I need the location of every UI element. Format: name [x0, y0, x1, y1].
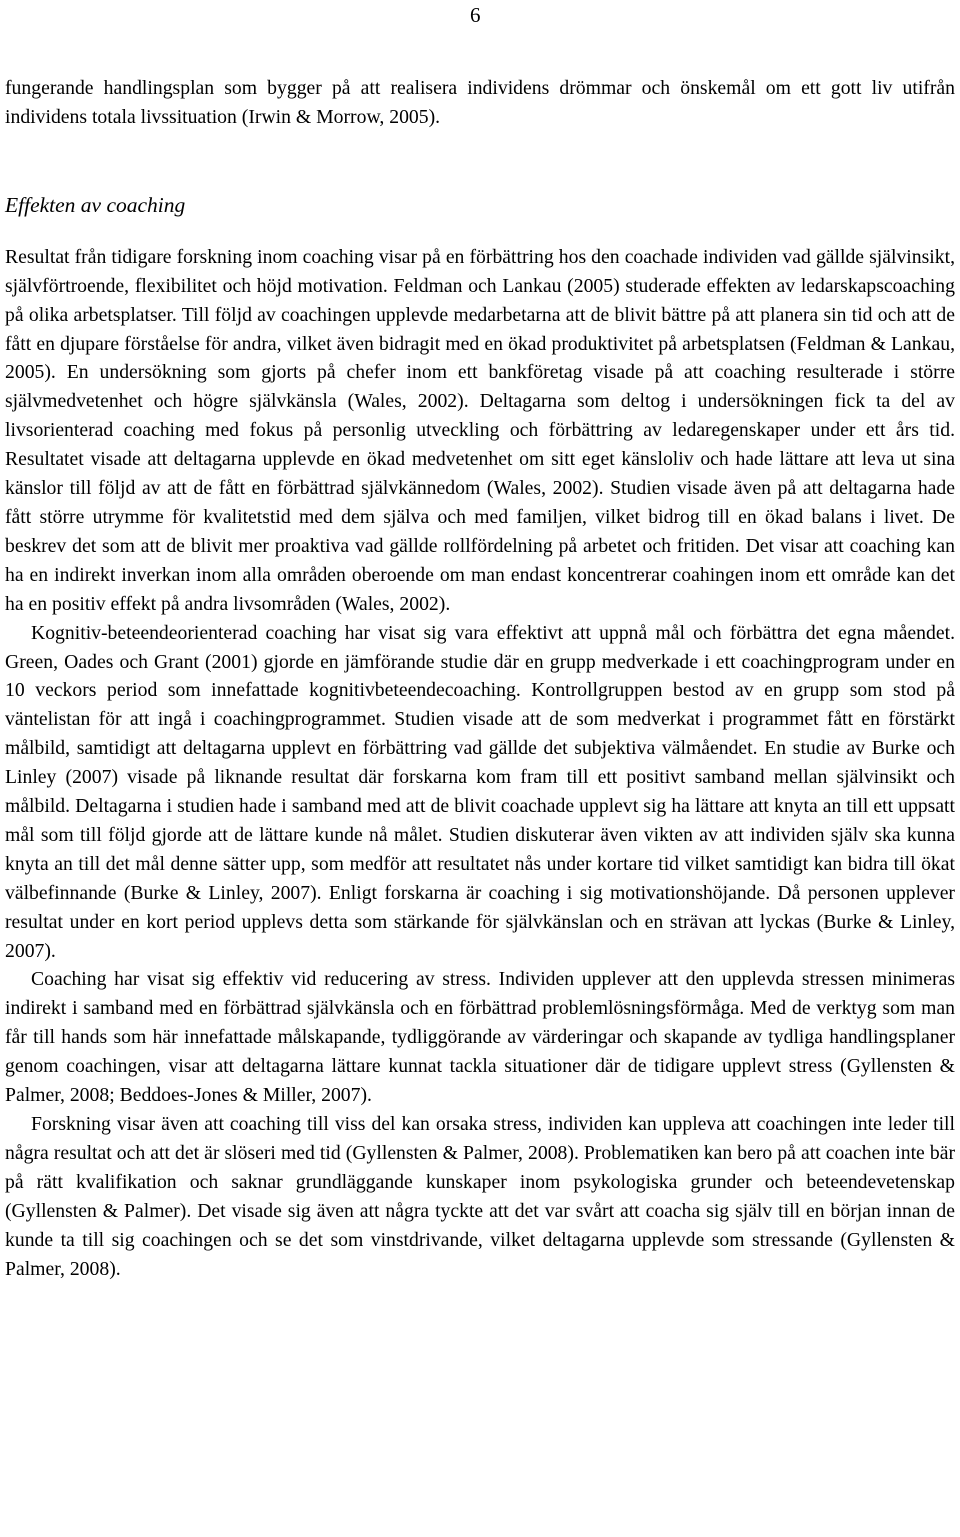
body-paragraph-3: Coaching har visat sig effektiv vid reducering av stress. Individen upplever att den upplevda stressen minimeras indirekt i samband med en förbättrad självkänsla och en förbättrad problemlösningsförmåga. Med de verktyg som man får till hands som här innefattade målskapande, tydliggörande av värderingar och skapande av tydliga handlingsplaner genom coachingen, visar att deltagarna lättare kunnat tackla situationer där de tidigare upplevt stress (Gyllensten & Palmer, 2008; Beddoes-Jones & Miller, 2007). — [5, 968, 955, 1107]
body-paragraph-2: Kognitiv-beteendeorienterad coaching har visat sig vara effektivt att uppnå mål och förbättra det egna måendet. Green, Oades och Grant (2001) gjorde en jämförande studie där en grupp medverkade i ett coachingprogram under en 10 veckors period som innefattade kognitivbeteendecoaching. Kontrollgruppen bestod av en grupp som stod på väntelistan för att ingå i coachingprogrammet. Studien visade att de som medverkat i programmet fått en förstärkt målbild, samtidigt att deltagarna upplevt en förbättring vad gällde det subjektiva välmåendet. En studie av Burke och Linley (2007) visade på liknande resultat där forskarna kom fram till ett positivt samband mellan självinsikt och målbild. Deltagarna i studien hade i samband med att de blivit coachade upplevt sig ha lättare att knyta an till ett uppsatt mål som till följd gjorde att de lättare kunde nå målet. Studien diskuterar även vikten av att individen själv ska kunna knyta an till det mål denne sätter upp, som medför att resultatet nås under kortare tid vilket samtidigt kan bidra till ökat välbefinnande (Burke & Linley, 2007). Enligt forskarna är coaching i sig motivationshöjande. Då personen upplever resultat under en kort period upplevs detta som stärkande för självkänslan och en strävan att lyckas (Burke & Linley, 2007). — [5, 621, 955, 962]
page-number: 6 — [470, 3, 481, 27]
section-heading: Effekten av coaching — [5, 192, 186, 217]
intro-paragraph: fungerande handlingsplan som bygger på att realisera individens drömmar och önskemål om ett gott liv utifrån individens totala livssituation (Irwin & Morrow, 2005). — [5, 77, 955, 128]
document-body — [5, 74, 955, 1283]
body-paragraph-4: Forskning visar även att coaching till viss del kan orsaka stress, individen kan uppleva att coachingen inte leder till några resultat och att det är slöseri med tid (Gyllensten & Palmer, 2008). Problematiken kan bero på att coachen inte bär på rätt kvalifikation och saknar grundläggande kunskaper inom psykologiska grunder och beteendevetenskap (Gyllensten & Palmer). Det visade sig även att några tyckte att det var svårt att coacha sig själv till en början innan de kunde ta till sig coachingen och se det som vinstdrivande, vilket deltagarna upplevde som stressande (Gyllensten & Palmer, 2008). — [5, 1113, 955, 1280]
body-paragraph-1: Resultat från tidigare forskning inom coaching visar på en förbättring hos den coachade individen vad gällde självinsikt, självförtroende, flexibilitet och höjd motivation. Feldman och Lankau (2005) studerade effekten av ledarskapscoaching på olika arbetsplatser. Till följd av coachingen upplevde medarbetarna att de blivit bättre på att planera sin tid och att de fått en djupare förståelse för andra, vilket även bidragit med en ökad produktivitet på arbetsplatsen (Feldman & Lankau, 2005). En undersökning som gjorts på chefer inom ett bankföretag visade på att coaching resulterade i större självmedvetenhet och högre självkänsla (Wales, 2002). Deltagarna som deltog i undersökningen fick ta del av livsorienterad coaching med fokus på personlig utveckling och förbättring av ledaregenskaper under ett års tid. Resultatet visade att deltagarna upplevde en ökad medvetenhet om sitt eget känsloliv och hade lättare att leva ut sina känslor till följd av att de fått en förbättrad självkännedom (Wales, 2002). Studien visade även på att deltagarna hade fått större utrymme för kvalitetstid med dem själva och med familjen, vilket bidrog till en ökad balans i livet. De beskrev det som att de blivit mer proaktiva vad gällde rollfördelning på arbetet och fritiden. Det visar att coaching kan ha en indirekt inverkan inom alla områden oberoende om man endast koncentrerar coahingen inom ett område kan det ha en positiv effekt på andra livsområden (Wales, 2002). — [5, 245, 955, 615]
